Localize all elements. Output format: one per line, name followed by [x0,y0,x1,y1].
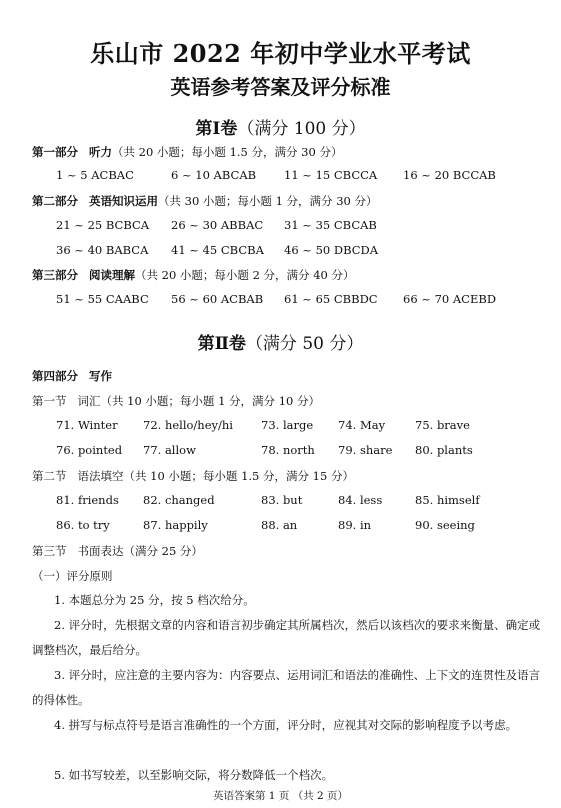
part-3-desc: （共 20 小题；每小题 2 分，满分 40 分） [134,268,355,282]
volume-2-score: （满分 50 分） [245,334,364,354]
answer-item: 77. allow [143,443,196,457]
answer-item: 90. seeing [415,518,475,532]
answer-group: 6 ~ 10 ABCAB [171,168,257,182]
principles-heading: （一）评分原则 [32,569,113,583]
answer-item: 79. share [338,443,393,457]
volume-1-heading [0,114,561,139]
part-2-name: 第二部分 [32,194,78,208]
answer-item: 75. brave [415,418,470,432]
volume-2-heading [0,329,561,354]
part-3-name: 第三部分 [32,268,78,282]
part-1-heading [32,144,342,160]
volume-1-name: 第Ⅰ卷 [195,119,238,139]
section-2-desc: （共 10 小题；每小题 1.5 分，满分 15 分） [123,469,354,483]
section-1-title: 词汇 [77,394,101,408]
page-subtitle: 英语参考答案及评分标准 [170,75,391,99]
section-1-heading [32,393,320,409]
section-2-title: 语法填空 [77,469,124,483]
answer-item: 82. changed [143,493,215,507]
answer-group: 26 ~ 30 ABBAC [171,218,264,232]
section-3-desc: （满分 25 分） [123,544,203,558]
section-1-desc: （共 10 小题；每小题 1 分，满分 10 分） [100,394,320,408]
part-1-desc: （共 20 小题；每小题 1.5 分，满分 30 分） [111,145,343,159]
answer-group: 66 ~ 70 ACEBD [403,292,497,306]
answer-item: 88. an [261,518,298,532]
section-2-heading [32,468,354,484]
answer-item: 73. large [261,418,314,432]
principle-4: 4. 拼写与标点符号是语言准确性的一个方面，评分时，应视其对交际的影响程度予以考虑。 [54,718,518,732]
part-2-title: 英语知识运用 [88,194,158,208]
answer-group: 56 ~ 60 ACBAB [171,292,264,306]
answer-item: 76. pointed [56,443,123,457]
answer-group: 51 ~ 55 CAABC [56,292,149,306]
part-1-name: 第一部分 [32,145,78,159]
answer-group: 11 ~ 15 CBCCA [284,168,378,182]
section-1-name: 第一节 [32,394,67,408]
part-1-title: 听力 [88,145,112,159]
section-3-title: 书面表达 [77,544,124,558]
answer-item: 74. May [338,418,386,432]
part-4-title: 写作 [88,369,112,383]
answer-item: 87. happily [143,518,208,532]
section-2-name: 第二节 [32,469,67,483]
answer-item: 71. Winter [56,418,118,432]
answer-group: 41 ~ 45 CBCBA [171,243,264,257]
answer-group: 61 ~ 65 CBBDC [284,292,378,306]
answer-group: 36 ~ 40 BABCA [56,243,149,257]
part-4-name: 第四部分 [32,369,78,383]
answer-item: 89. in [338,518,372,532]
answer-item: 81. friends [56,493,119,507]
volume-1-score: （满分 100 分） [237,119,366,139]
page-footer: 英语答案第 1 页 （共 2 页） [212,790,349,802]
principle-5: 5. 如书写较差，以至影响交际，将分数降低一个档次。 [54,768,334,782]
answer-item: 84. less [338,493,383,507]
part-3-title: 阅读理解 [88,268,135,282]
part-4-heading [32,368,112,384]
answer-group: 21 ~ 25 BCBCA [56,218,150,232]
part-2-heading [32,193,377,209]
answer-item: 86. to try [56,518,110,532]
section-3-name: 第三节 [32,544,67,558]
answer-item: 85. himself [415,493,480,507]
section-3-heading [32,543,203,559]
principle-1: 1. 本题总分为 25 分，按 5 档次给分。 [54,593,255,607]
answer-item: 72. hello/hey/hi [143,418,233,432]
principle-2: 2. 评分时，先根据文章的内容和语言初步确定其所属档次，然后以该档次的要求来衡量、确定或调整档次，最后给分。 [32,618,541,657]
answer-item: 78. north [261,443,315,457]
answer-item: 80. plants [415,443,473,457]
volume-2-name: 第Ⅱ卷 [197,334,246,354]
principle-3: 3. 评分时，应注意的主要内容为：内容要点、运用词汇和语法的准确性、上下文的连贯性及语言的得体性。 [32,668,541,707]
answer-group: 31 ~ 35 CBCAB [284,218,377,232]
answer-item: 83. but [261,493,303,507]
answer-group: 46 ~ 50 DBCDA [284,243,379,257]
page-title: 乐山市 2022 年初中学业水平考试 [90,39,471,68]
answer-group: 1 ~ 5 ACBAC [56,168,134,182]
part-2-desc: （共 30 小题；每小题 1 分，满分 30 分） [157,194,378,208]
part-3-heading [32,267,354,283]
answer-group: 16 ~ 20 BCCAB [403,168,496,182]
